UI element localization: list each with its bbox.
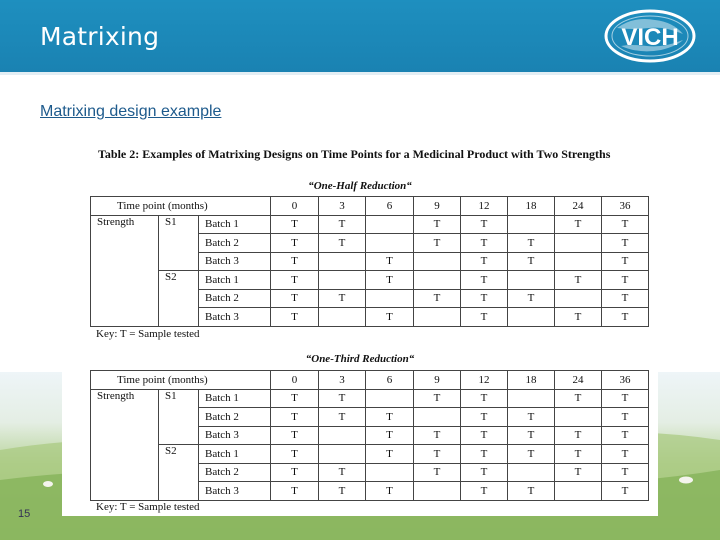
- batch-label: Batch 3: [199, 308, 271, 327]
- batch-label: Batch 2: [199, 463, 271, 482]
- key-note-half: Key: T = Sample tested: [96, 328, 200, 340]
- sample-cell: T: [461, 234, 508, 253]
- strength-label: Strength: [91, 389, 159, 500]
- sample-cell: T: [366, 252, 414, 271]
- time-point-header: 24: [555, 371, 602, 390]
- sample-cell: T: [319, 215, 366, 234]
- sample-cell: T: [461, 215, 508, 234]
- table-header-row: [91, 371, 649, 390]
- sample-cell: T: [555, 308, 602, 327]
- sample-cell: T: [366, 482, 414, 501]
- sample-cell: T: [366, 408, 414, 427]
- time-point-header: 9: [414, 197, 461, 216]
- sample-cell: [555, 234, 602, 253]
- strength-code: S1: [159, 215, 199, 271]
- sample-cell: [414, 408, 461, 427]
- sample-cell: T: [461, 463, 508, 482]
- sample-cell: T: [271, 234, 319, 253]
- sample-cell: T: [414, 389, 461, 408]
- sample-cell: T: [366, 426, 414, 445]
- table-row: [91, 271, 649, 290]
- sample-cell: T: [271, 252, 319, 271]
- sample-cell: [414, 482, 461, 501]
- slide-title: Matrixing: [40, 22, 160, 51]
- sample-cell: T: [271, 289, 319, 308]
- sample-cell: T: [414, 445, 461, 464]
- sample-cell: [414, 271, 461, 290]
- sample-cell: T: [461, 271, 508, 290]
- sample-cell: T: [508, 445, 555, 464]
- time-point-header: 6: [366, 197, 414, 216]
- sample-cell: T: [602, 408, 649, 427]
- sample-cell: T: [271, 215, 319, 234]
- sample-cell: [508, 308, 555, 327]
- sample-cell: T: [271, 389, 319, 408]
- sample-cell: T: [508, 408, 555, 427]
- time-point-header: 24: [555, 197, 602, 216]
- sample-cell: T: [461, 426, 508, 445]
- sample-cell: T: [602, 308, 649, 327]
- batch-label: Batch 2: [199, 234, 271, 253]
- batch-label: Batch 3: [199, 426, 271, 445]
- batch-label: Batch 1: [199, 215, 271, 234]
- sample-cell: T: [271, 426, 319, 445]
- table-row: [91, 389, 649, 408]
- sample-cell: T: [555, 271, 602, 290]
- sample-cell: [508, 271, 555, 290]
- time-point-header: 18: [508, 197, 555, 216]
- sample-cell: [366, 234, 414, 253]
- time-point-header: 0: [271, 371, 319, 390]
- sample-cell: [508, 463, 555, 482]
- sample-cell: T: [366, 445, 414, 464]
- table-row: [91, 445, 649, 464]
- slide-subtitle[interactable]: Matrixing design example: [40, 103, 222, 120]
- sample-cell: [366, 463, 414, 482]
- sample-cell: T: [461, 408, 508, 427]
- sample-cell: T: [414, 463, 461, 482]
- sample-cell: [366, 215, 414, 234]
- batch-label: Batch 2: [199, 408, 271, 427]
- time-point-header: 36: [602, 371, 649, 390]
- sample-cell: T: [461, 445, 508, 464]
- time-point-header: 3: [319, 371, 366, 390]
- sample-cell: T: [602, 271, 649, 290]
- sample-cell: T: [319, 289, 366, 308]
- page-number: 15: [18, 508, 31, 520]
- sample-cell: T: [602, 463, 649, 482]
- key-note-third: Key: T = Sample tested: [96, 501, 200, 513]
- time-point-header: 9: [414, 371, 461, 390]
- sample-cell: T: [271, 482, 319, 501]
- sample-cell: T: [508, 289, 555, 308]
- sample-cell: T: [319, 463, 366, 482]
- batch-label: Batch 1: [199, 445, 271, 464]
- sample-cell: T: [555, 463, 602, 482]
- sample-cell: T: [414, 215, 461, 234]
- sample-cell: T: [461, 482, 508, 501]
- sample-cell: T: [319, 234, 366, 253]
- sample-cell: [319, 445, 366, 464]
- sample-cell: T: [461, 252, 508, 271]
- sample-cell: T: [508, 426, 555, 445]
- time-point-header: 36: [602, 197, 649, 216]
- sample-cell: [414, 308, 461, 327]
- sample-cell: T: [555, 426, 602, 445]
- sample-cell: [555, 408, 602, 427]
- sample-cell: T: [461, 289, 508, 308]
- sample-cell: T: [366, 271, 414, 290]
- sample-cell: T: [271, 445, 319, 464]
- strength-label: Strength: [91, 215, 159, 326]
- time-point-header: 0: [271, 197, 319, 216]
- sample-cell: T: [508, 252, 555, 271]
- matrix-table-half: [90, 196, 649, 327]
- sample-cell: T: [414, 426, 461, 445]
- sample-cell: T: [555, 215, 602, 234]
- sample-cell: T: [366, 308, 414, 327]
- batch-label: Batch 1: [199, 389, 271, 408]
- sample-cell: T: [602, 482, 649, 501]
- sample-cell: T: [602, 426, 649, 445]
- table-row: [91, 215, 649, 234]
- sample-cell: T: [319, 482, 366, 501]
- document-image: [62, 134, 658, 516]
- sample-cell: T: [555, 389, 602, 408]
- sample-cell: T: [271, 463, 319, 482]
- sample-cell: T: [602, 234, 649, 253]
- strength-code: S1: [159, 389, 199, 445]
- sample-cell: T: [461, 389, 508, 408]
- time-point-label: Time point (months): [91, 197, 271, 216]
- vich-logo: [603, 8, 697, 64]
- sample-cell: T: [414, 289, 461, 308]
- sample-cell: T: [271, 271, 319, 290]
- sample-cell: [319, 426, 366, 445]
- batch-label: Batch 3: [199, 482, 271, 501]
- sample-cell: [319, 252, 366, 271]
- batch-label: Batch 1: [199, 271, 271, 290]
- table-caption: Table 2: Examples of Matrixing Designs on Time Points for a Medicinal Product with Two Strengths: [98, 147, 611, 161]
- sample-cell: T: [319, 408, 366, 427]
- sample-cell: [366, 389, 414, 408]
- sample-cell: [508, 389, 555, 408]
- sample-cell: [555, 289, 602, 308]
- sample-cell: [414, 252, 461, 271]
- time-point-label: Time point (months): [91, 371, 271, 390]
- time-point-header: 3: [319, 197, 366, 216]
- sample-cell: T: [555, 445, 602, 464]
- batch-label: Batch 2: [199, 289, 271, 308]
- header-divider: [0, 72, 720, 75]
- sample-cell: T: [271, 308, 319, 327]
- sample-cell: T: [602, 445, 649, 464]
- time-point-header: 18: [508, 371, 555, 390]
- strength-code: S2: [159, 445, 199, 501]
- sample-cell: T: [461, 308, 508, 327]
- sample-cell: T: [319, 389, 366, 408]
- sample-cell: T: [508, 482, 555, 501]
- sample-cell: T: [602, 389, 649, 408]
- section-title-half: “One-Half Reduction“: [308, 180, 412, 192]
- matrix-table-third: [90, 370, 649, 501]
- sample-cell: T: [414, 234, 461, 253]
- batch-label: Batch 3: [199, 252, 271, 271]
- sample-cell: T: [271, 408, 319, 427]
- sample-cell: [366, 289, 414, 308]
- strength-code: S2: [159, 271, 199, 327]
- sample-cell: [555, 252, 602, 271]
- sample-cell: T: [508, 234, 555, 253]
- logo-text: VICH: [621, 24, 679, 51]
- sample-cell: [555, 482, 602, 501]
- time-point-header: 12: [461, 197, 508, 216]
- time-point-header: 6: [366, 371, 414, 390]
- sample-cell: T: [602, 289, 649, 308]
- sample-cell: [319, 271, 366, 290]
- sample-cell: T: [602, 252, 649, 271]
- sample-cell: [319, 308, 366, 327]
- section-title-third: “One-Third Reduction“: [305, 353, 415, 365]
- sample-cell: [508, 215, 555, 234]
- sample-cell: T: [602, 215, 649, 234]
- table-header-row: [91, 197, 649, 216]
- time-point-header: 12: [461, 371, 508, 390]
